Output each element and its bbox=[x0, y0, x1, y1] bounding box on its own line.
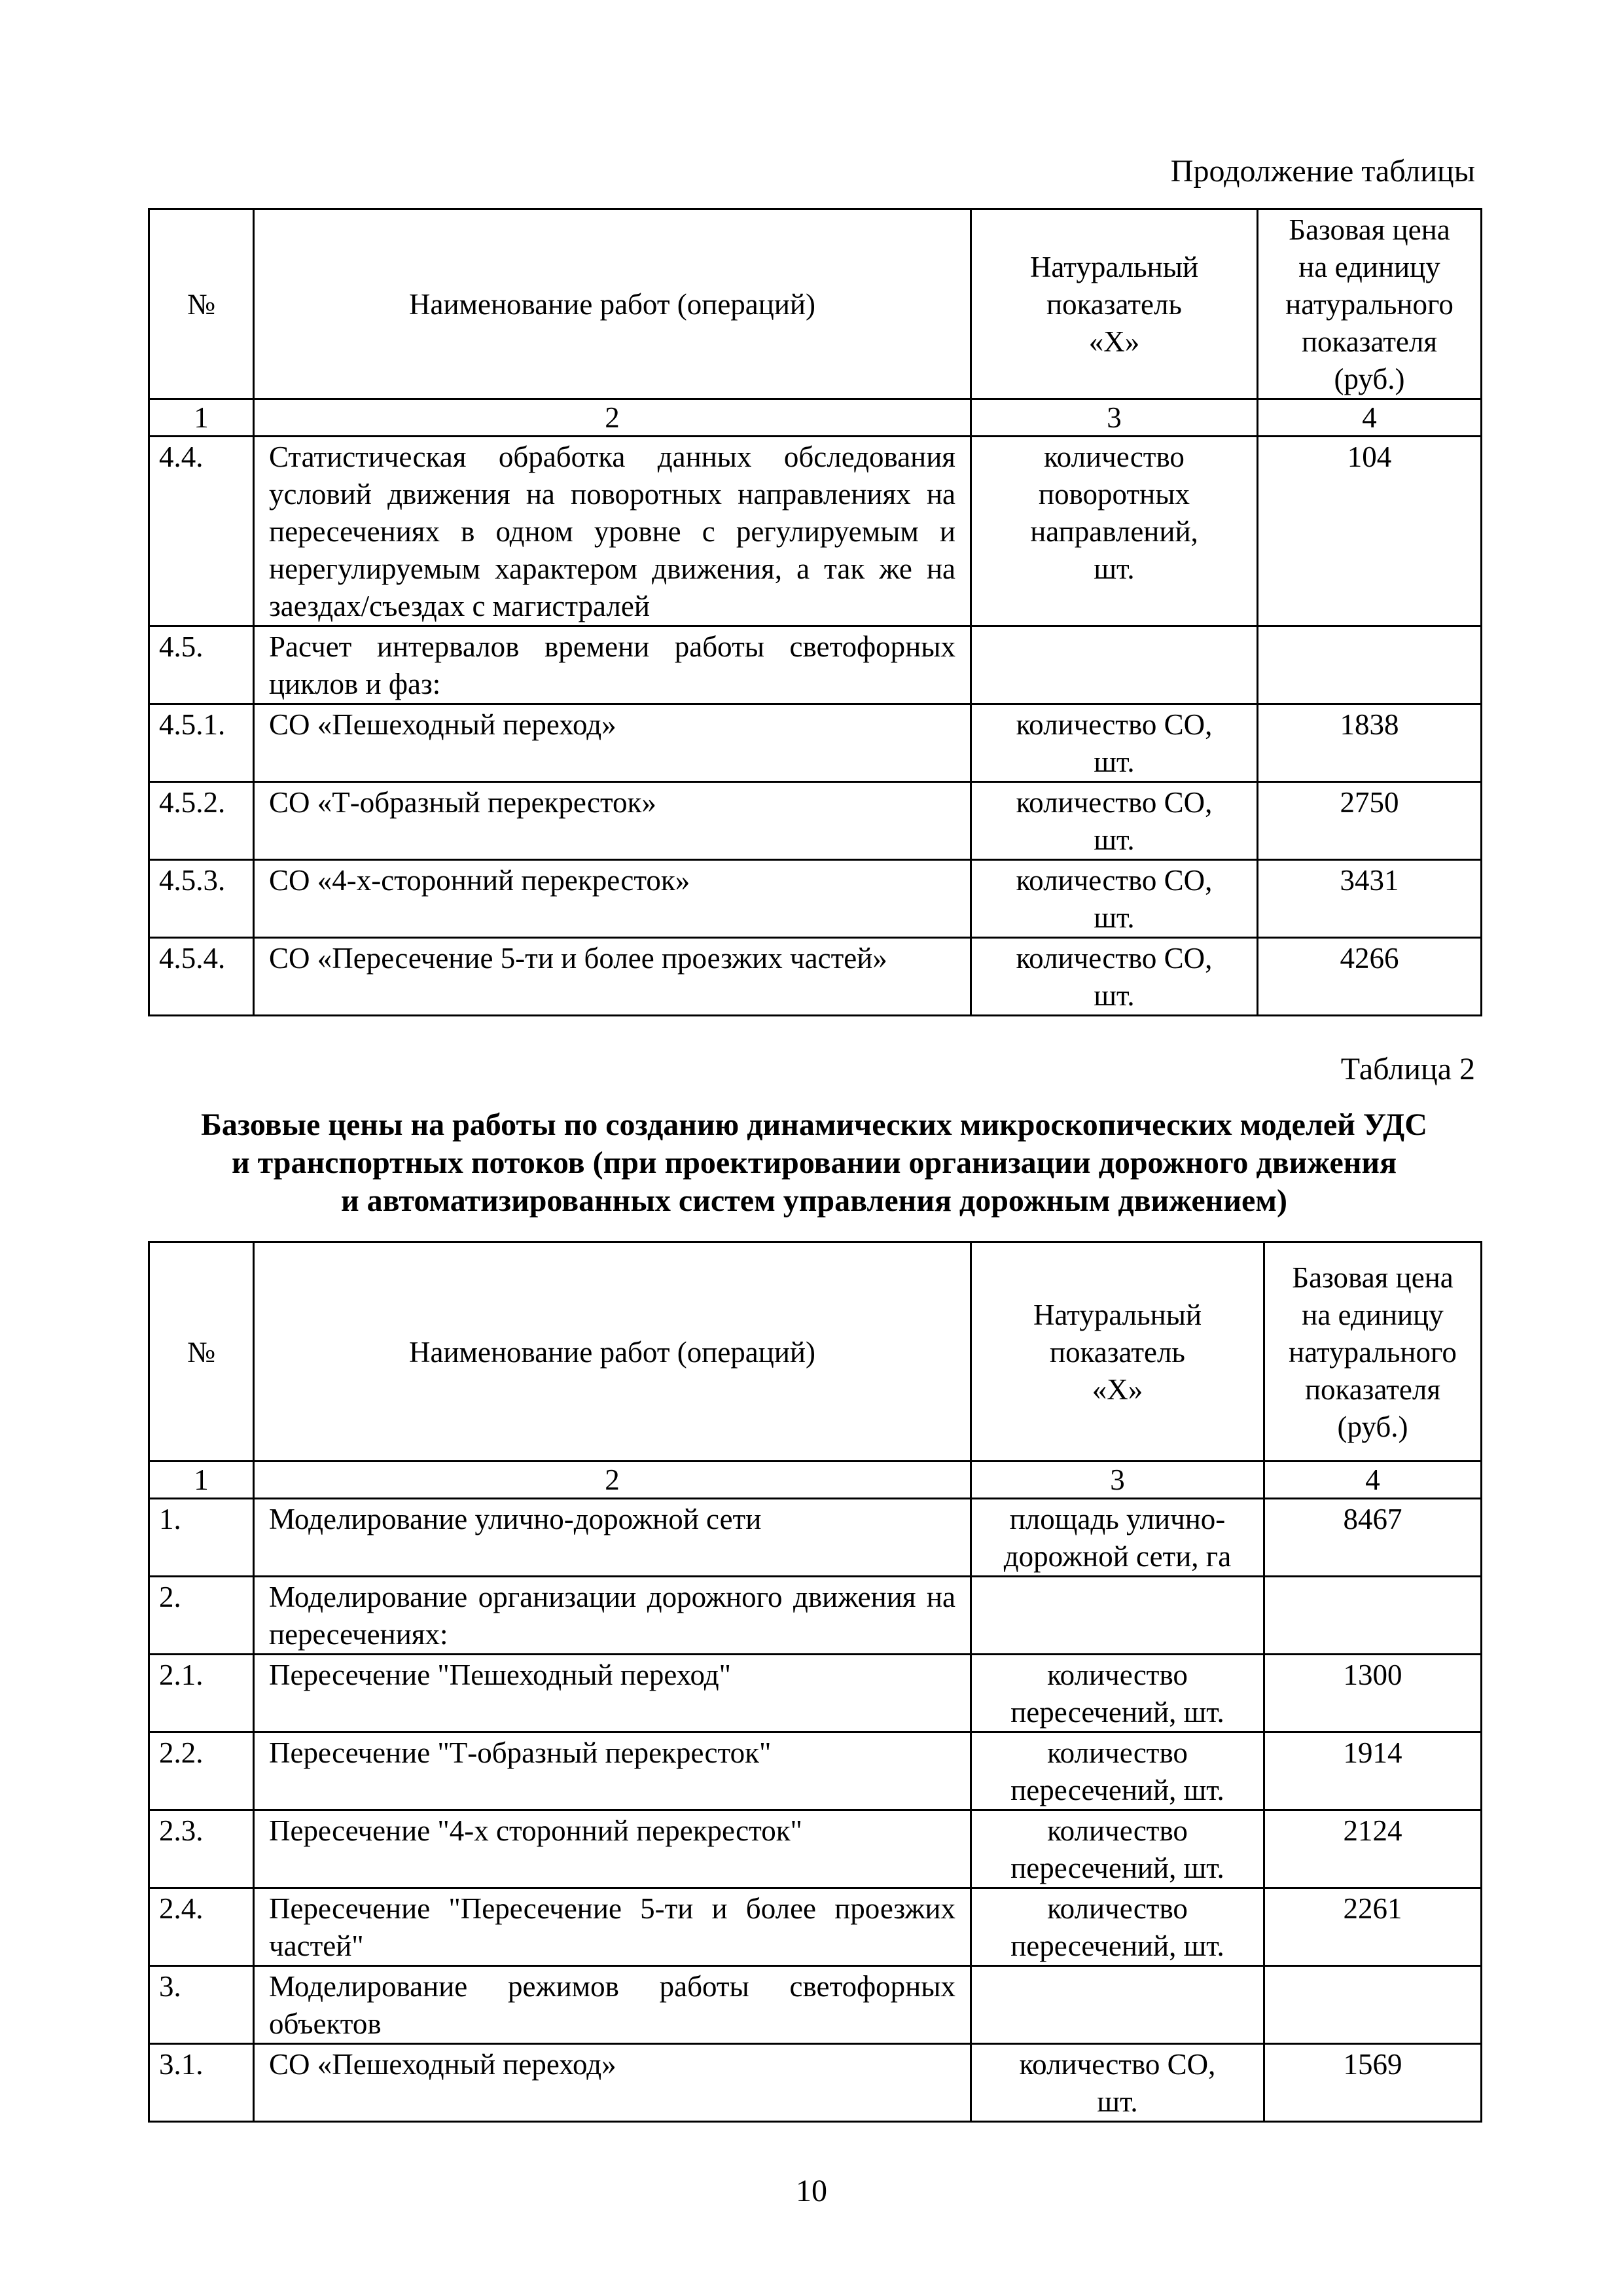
table-title-line: и автоматизированных систем управления дорожным движением) bbox=[341, 1183, 1287, 1218]
row-price: 1300 bbox=[1264, 1655, 1482, 1732]
row-price: 8467 bbox=[1264, 1499, 1482, 1577]
table-row bbox=[149, 1577, 1482, 1655]
row-name: Пересечение "Т-образный перекресток" bbox=[254, 1732, 971, 1810]
row-unit: количество СО, шт. bbox=[971, 938, 1258, 1016]
header-name: Наименование работ (операций) bbox=[254, 209, 971, 399]
row-unit: количество пересечений, шт. bbox=[971, 1732, 1264, 1810]
row-unit bbox=[971, 626, 1258, 704]
row-unit: площадь улично-дорожной сети, га bbox=[971, 1499, 1264, 1577]
row-price: 104 bbox=[1258, 437, 1482, 626]
row-price bbox=[1258, 626, 1482, 704]
table-row bbox=[149, 1966, 1482, 2044]
table-row bbox=[149, 704, 1482, 782]
table-title-line: и транспортных потоков (при проектировании организации дорожного движения bbox=[231, 1145, 1397, 1180]
column-numbers-row bbox=[149, 1462, 1482, 1499]
header-unit: Натуральный показатель «Х» bbox=[971, 1242, 1264, 1462]
header-price: Базовая цена на единицу натурального показателя (руб.) bbox=[1258, 209, 1482, 399]
row-name: Моделирование режимов работы светофорных объектов bbox=[254, 1966, 971, 2044]
column-number: 3 bbox=[971, 399, 1258, 437]
row-price: 1838 bbox=[1258, 704, 1482, 782]
row-num: 2.4. bbox=[149, 1888, 254, 1966]
row-num: 3. bbox=[149, 1966, 254, 2044]
row-unit: количество пересечений, шт. bbox=[971, 1655, 1264, 1732]
column-number: 4 bbox=[1264, 1462, 1482, 1499]
row-price bbox=[1264, 1577, 1482, 1655]
row-price: 4266 bbox=[1258, 938, 1482, 1016]
header-price: Базовая цена на единицу натурального показателя (руб.) bbox=[1264, 1242, 1482, 1462]
row-name: Пересечение "Пересечение 5-ти и более проезжих частей" bbox=[254, 1888, 971, 1966]
row-num: 2.1. bbox=[149, 1655, 254, 1732]
table-row bbox=[149, 1888, 1482, 1966]
row-unit bbox=[971, 1577, 1264, 1655]
continuation-label: Продолжение таблицы bbox=[1170, 154, 1475, 188]
page-number: 10 bbox=[796, 2174, 827, 2208]
row-price: 2124 bbox=[1264, 1810, 1482, 1888]
table-row bbox=[149, 938, 1482, 1016]
row-num: 2.3. bbox=[149, 1810, 254, 1888]
table-row bbox=[149, 1655, 1482, 1732]
table-header-row bbox=[149, 209, 1482, 399]
table-title-line: Базовые цены на работы по созданию динамических микроскопических моделей УДС bbox=[201, 1107, 1427, 1142]
row-unit: количество СО, шт. bbox=[971, 860, 1258, 938]
row-unit: количество СО, шт. bbox=[971, 704, 1258, 782]
row-name: СО «Пешеходный переход» bbox=[254, 2044, 971, 2122]
row-num: 4.5.3. bbox=[149, 860, 254, 938]
column-number: 2 bbox=[254, 399, 971, 437]
row-unit: количество СО, шт. bbox=[971, 2044, 1264, 2122]
column-number: 1 bbox=[149, 1462, 254, 1499]
row-name: СО «4-х-сторонний перекресток» bbox=[254, 860, 971, 938]
row-num: 4.5.4. bbox=[149, 938, 254, 1016]
row-price: 1569 bbox=[1264, 2044, 1482, 2122]
row-name: Расчет интервалов времени работы светофорных циклов и фаз: bbox=[254, 626, 971, 704]
table-row bbox=[149, 1810, 1482, 1888]
row-unit: количество пересечений, шт. bbox=[971, 1888, 1264, 1966]
row-unit: количество СО, шт. bbox=[971, 782, 1258, 860]
column-number: 3 bbox=[971, 1462, 1264, 1499]
row-unit: количество пересечений, шт. bbox=[971, 1810, 1264, 1888]
column-numbers-row bbox=[149, 399, 1482, 437]
row-name: Моделирование организации дорожного движения на пересечениях: bbox=[254, 1577, 971, 1655]
row-num: 1. bbox=[149, 1499, 254, 1577]
row-num: 4.5.1. bbox=[149, 704, 254, 782]
price-table-continued bbox=[148, 208, 1482, 1016]
table-row bbox=[149, 782, 1482, 860]
row-name: СО «Пешеходный переход» bbox=[254, 704, 971, 782]
row-unit: количество поворотных направлений, шт. bbox=[971, 437, 1258, 626]
row-name: Пересечение "4-х сторонний перекресток" bbox=[254, 1810, 971, 1888]
header-name: Наименование работ (операций) bbox=[254, 1242, 971, 1462]
row-name: СО «Пересечение 5-ти и более проезжих частей» bbox=[254, 938, 971, 1016]
header-unit: Натуральный показатель «Х» bbox=[971, 209, 1258, 399]
row-num: 4.5. bbox=[149, 626, 254, 704]
column-number: 2 bbox=[254, 1462, 971, 1499]
row-unit bbox=[971, 1966, 1264, 2044]
table-header-row bbox=[149, 1242, 1482, 1462]
row-name: СО «Т-образный перекресток» bbox=[254, 782, 971, 860]
row-price: 2261 bbox=[1264, 1888, 1482, 1966]
table-row bbox=[149, 2044, 1482, 2122]
row-num: 4.5.2. bbox=[149, 782, 254, 860]
row-price: 3431 bbox=[1258, 860, 1482, 938]
row-num: 2. bbox=[149, 1577, 254, 1655]
row-num: 3.1. bbox=[149, 2044, 254, 2122]
row-name: Пересечение "Пешеходный переход" bbox=[254, 1655, 971, 1732]
row-num: 4.4. bbox=[149, 437, 254, 626]
table-row bbox=[149, 860, 1482, 938]
row-name: Моделирование улично-дорожной сети bbox=[254, 1499, 971, 1577]
column-number: 4 bbox=[1258, 399, 1482, 437]
column-number: 1 bbox=[149, 399, 254, 437]
table-row bbox=[149, 437, 1482, 626]
row-name: Статистическая обработка данных обследования условий движения на поворотных направлениях на пересечениях в одном уровне с регулируемым и нерегулируемым характером движения, а так же на заездах/съездах с магистралей bbox=[254, 437, 971, 626]
table-row bbox=[149, 1732, 1482, 1810]
row-price: 1914 bbox=[1264, 1732, 1482, 1810]
header-num: № bbox=[149, 209, 254, 399]
price-table-2 bbox=[148, 1241, 1482, 2123]
table-row bbox=[149, 626, 1482, 704]
row-price: 2750 bbox=[1258, 782, 1482, 860]
table-title bbox=[148, 1106, 1480, 1220]
table-label: Таблица 2 bbox=[1340, 1052, 1475, 1086]
row-price bbox=[1264, 1966, 1482, 2044]
row-num: 2.2. bbox=[149, 1732, 254, 1810]
table-row bbox=[149, 1499, 1482, 1577]
header-num: № bbox=[149, 1242, 254, 1462]
